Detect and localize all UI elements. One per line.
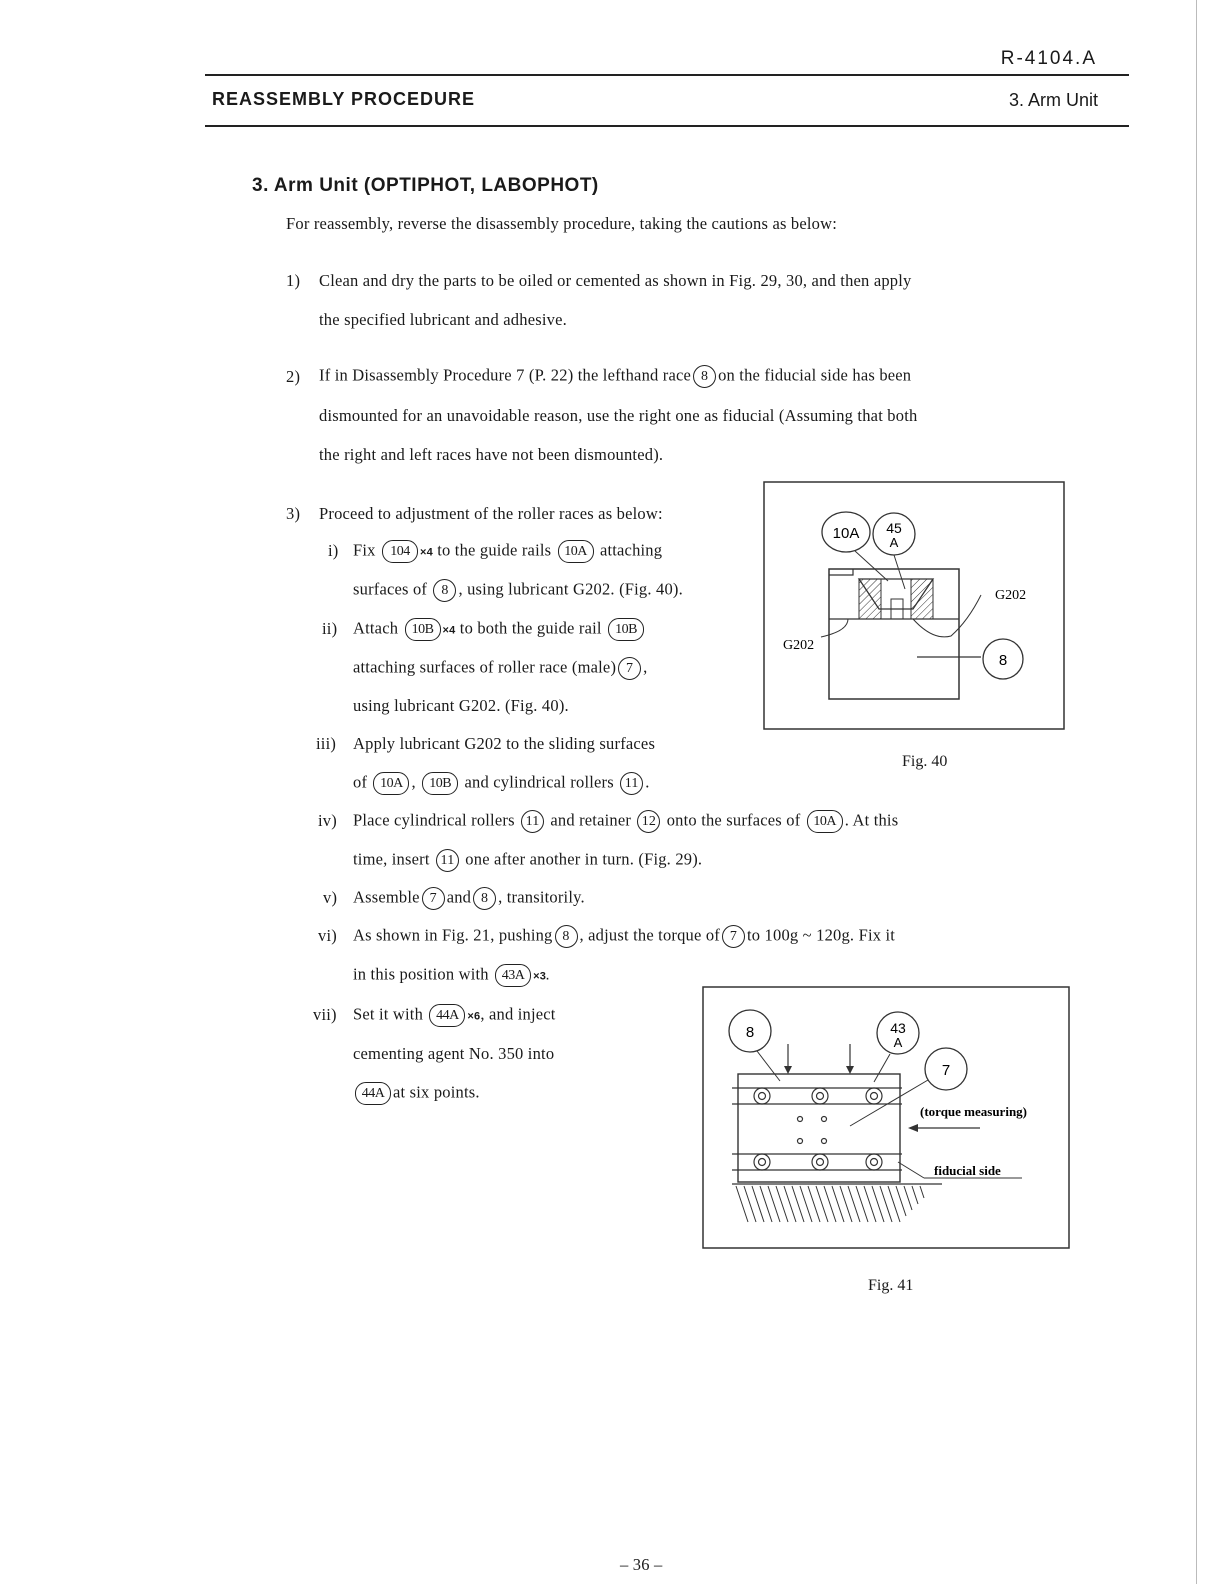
part-callout: 7	[722, 925, 745, 948]
part-callout: 7	[618, 657, 641, 680]
part-callout: 8	[473, 887, 496, 910]
figure-40-caption: Fig. 40	[902, 753, 948, 770]
part-callout: 11	[620, 772, 643, 795]
substep-ii-line-1: Attach 10B ×4 to both the guide rail 10B	[353, 618, 646, 641]
figure-41-caption: Fig. 41	[868, 1277, 914, 1294]
step-2-line-3: the right and left races have not been dismounted).	[319, 445, 664, 464]
substep-iv-number: iv)	[318, 811, 337, 830]
substep-v-line-1: Assemble 7 and 8 , transitorily.	[353, 887, 585, 910]
part-callout: 10A	[373, 772, 409, 795]
header-rule-bottom	[205, 125, 1129, 127]
label-45: 45	[886, 520, 902, 536]
part-callout: 8	[433, 579, 456, 602]
substep-iv-line-2: time, insert 11 one after another in turn. (Fig. 29).	[353, 849, 702, 872]
substep-ii-line-3: using lubricant G202. (Fig. 40).	[353, 696, 569, 715]
intro-text: For reassembly, reverse the disassembly procedure, taking the cautions as below:	[286, 214, 838, 233]
section-title: REASSEMBLY PROCEDURE	[212, 89, 476, 109]
header-rule-top	[205, 74, 1129, 76]
label-10a: 10A	[832, 525, 860, 542]
substep-iv-line-1: Place cylindrical rollers 11 and retainer 12 onto the surfaces of 10A . At this	[353, 810, 898, 833]
document-id: R-4104.A	[1000, 48, 1097, 69]
substep-vii-number: vii)	[313, 1005, 337, 1024]
substep-ii-line-2: attaching surfaces of roller race (male) 7 ,	[353, 657, 647, 680]
label-8: 8	[745, 1024, 755, 1041]
substep-i-line-2: surfaces of 8 , using lubricant G202. (Fig. 40).	[353, 579, 683, 602]
substep-i-line-1: Fix 104 ×4 to the guide rails 10A attaching	[353, 540, 662, 563]
part-callout: 12	[637, 810, 660, 833]
part-callout: 10B	[608, 618, 644, 641]
race-body	[829, 569, 959, 699]
step-3-line-1: Proceed to adjustment of the roller races as below:	[319, 504, 663, 523]
step-1-line-2: the specified lubricant and adhesive.	[319, 310, 567, 329]
substep-vi-number: vi)	[318, 926, 337, 945]
part-callout: 10A	[807, 810, 843, 833]
label-43-a: A	[893, 1035, 903, 1050]
step-2-line-1: If in Disassembly Procedure 7 (P. 22) the lefthand race 8 on the fiducial side has been	[319, 365, 911, 388]
fiducial-label: fiducial side	[934, 1163, 1001, 1178]
substep-vii-line-3: 44A at six points.	[353, 1082, 480, 1105]
part-callout: 10B	[405, 618, 441, 641]
substep-v-number: v)	[323, 888, 338, 907]
torque-label: (torque measuring)	[920, 1104, 1028, 1119]
part-callout: 44A	[429, 1004, 465, 1027]
unit-title: 3. Arm Unit	[1008, 90, 1098, 110]
label-43: 43	[890, 1020, 906, 1036]
page-heading: 3. Arm Unit (OPTIPHOT, LABOPHOT)	[252, 175, 599, 196]
substep-iii-line-1: Apply lubricant G202 to the sliding surfaces	[353, 734, 656, 753]
part-callout: 7	[422, 887, 445, 910]
substep-vii-line-2: cementing agent No. 350 into	[353, 1044, 555, 1063]
label-g202-left: G202	[783, 638, 815, 653]
substep-i-number: i)	[328, 541, 339, 560]
step-1-line-1: Clean and dry the parts to be oiled or cemented as shown in Fig. 29, 30, and then apply	[319, 271, 912, 290]
label-45-a: A	[889, 535, 899, 550]
substep-vi-line-2: in this position with 43A ×3.	[353, 964, 549, 987]
label-g202-right: G202	[995, 588, 1027, 603]
substep-iii-number: iii)	[316, 734, 337, 753]
step-2-number: 2)	[286, 367, 301, 386]
part-callout: 8	[693, 365, 716, 388]
step-2-line-2: dismounted for an unavoidable reason, use the right one as fiducial (Assuming that both	[319, 406, 918, 425]
substep-vi-line-1: As shown in Fig. 21, pushing 8 , adjust the torque of 7 to 100g ~ 120g. Fix it	[353, 925, 895, 948]
step-3-number: 3)	[286, 504, 301, 523]
label-7: 7	[941, 1062, 951, 1079]
part-callout: 44A	[355, 1082, 391, 1105]
substep-iii-line-2: of 10A , 10B and cylindrical rollers 11 .	[353, 772, 650, 795]
figure-41	[702, 986, 1070, 1250]
step-1-number: 1)	[286, 271, 301, 290]
part-callout: 8	[555, 925, 578, 948]
part-callout: 10B	[422, 772, 458, 795]
part-callout: 43A	[495, 964, 531, 987]
part-callout: 104	[382, 540, 418, 563]
label-8: 8	[998, 652, 1008, 669]
page-number: – 36 –	[620, 1555, 663, 1574]
figure-40	[763, 481, 1065, 731]
part-callout: 11	[521, 810, 544, 833]
substep-ii-number: ii)	[322, 619, 338, 638]
page-edge-line	[1196, 0, 1197, 1584]
part-callout: 10A	[558, 540, 594, 563]
part-callout: 11	[436, 849, 459, 872]
substep-vii-line-1: Set it with 44A ×6, and inject	[353, 1004, 556, 1027]
ground-hatching	[736, 1186, 924, 1222]
